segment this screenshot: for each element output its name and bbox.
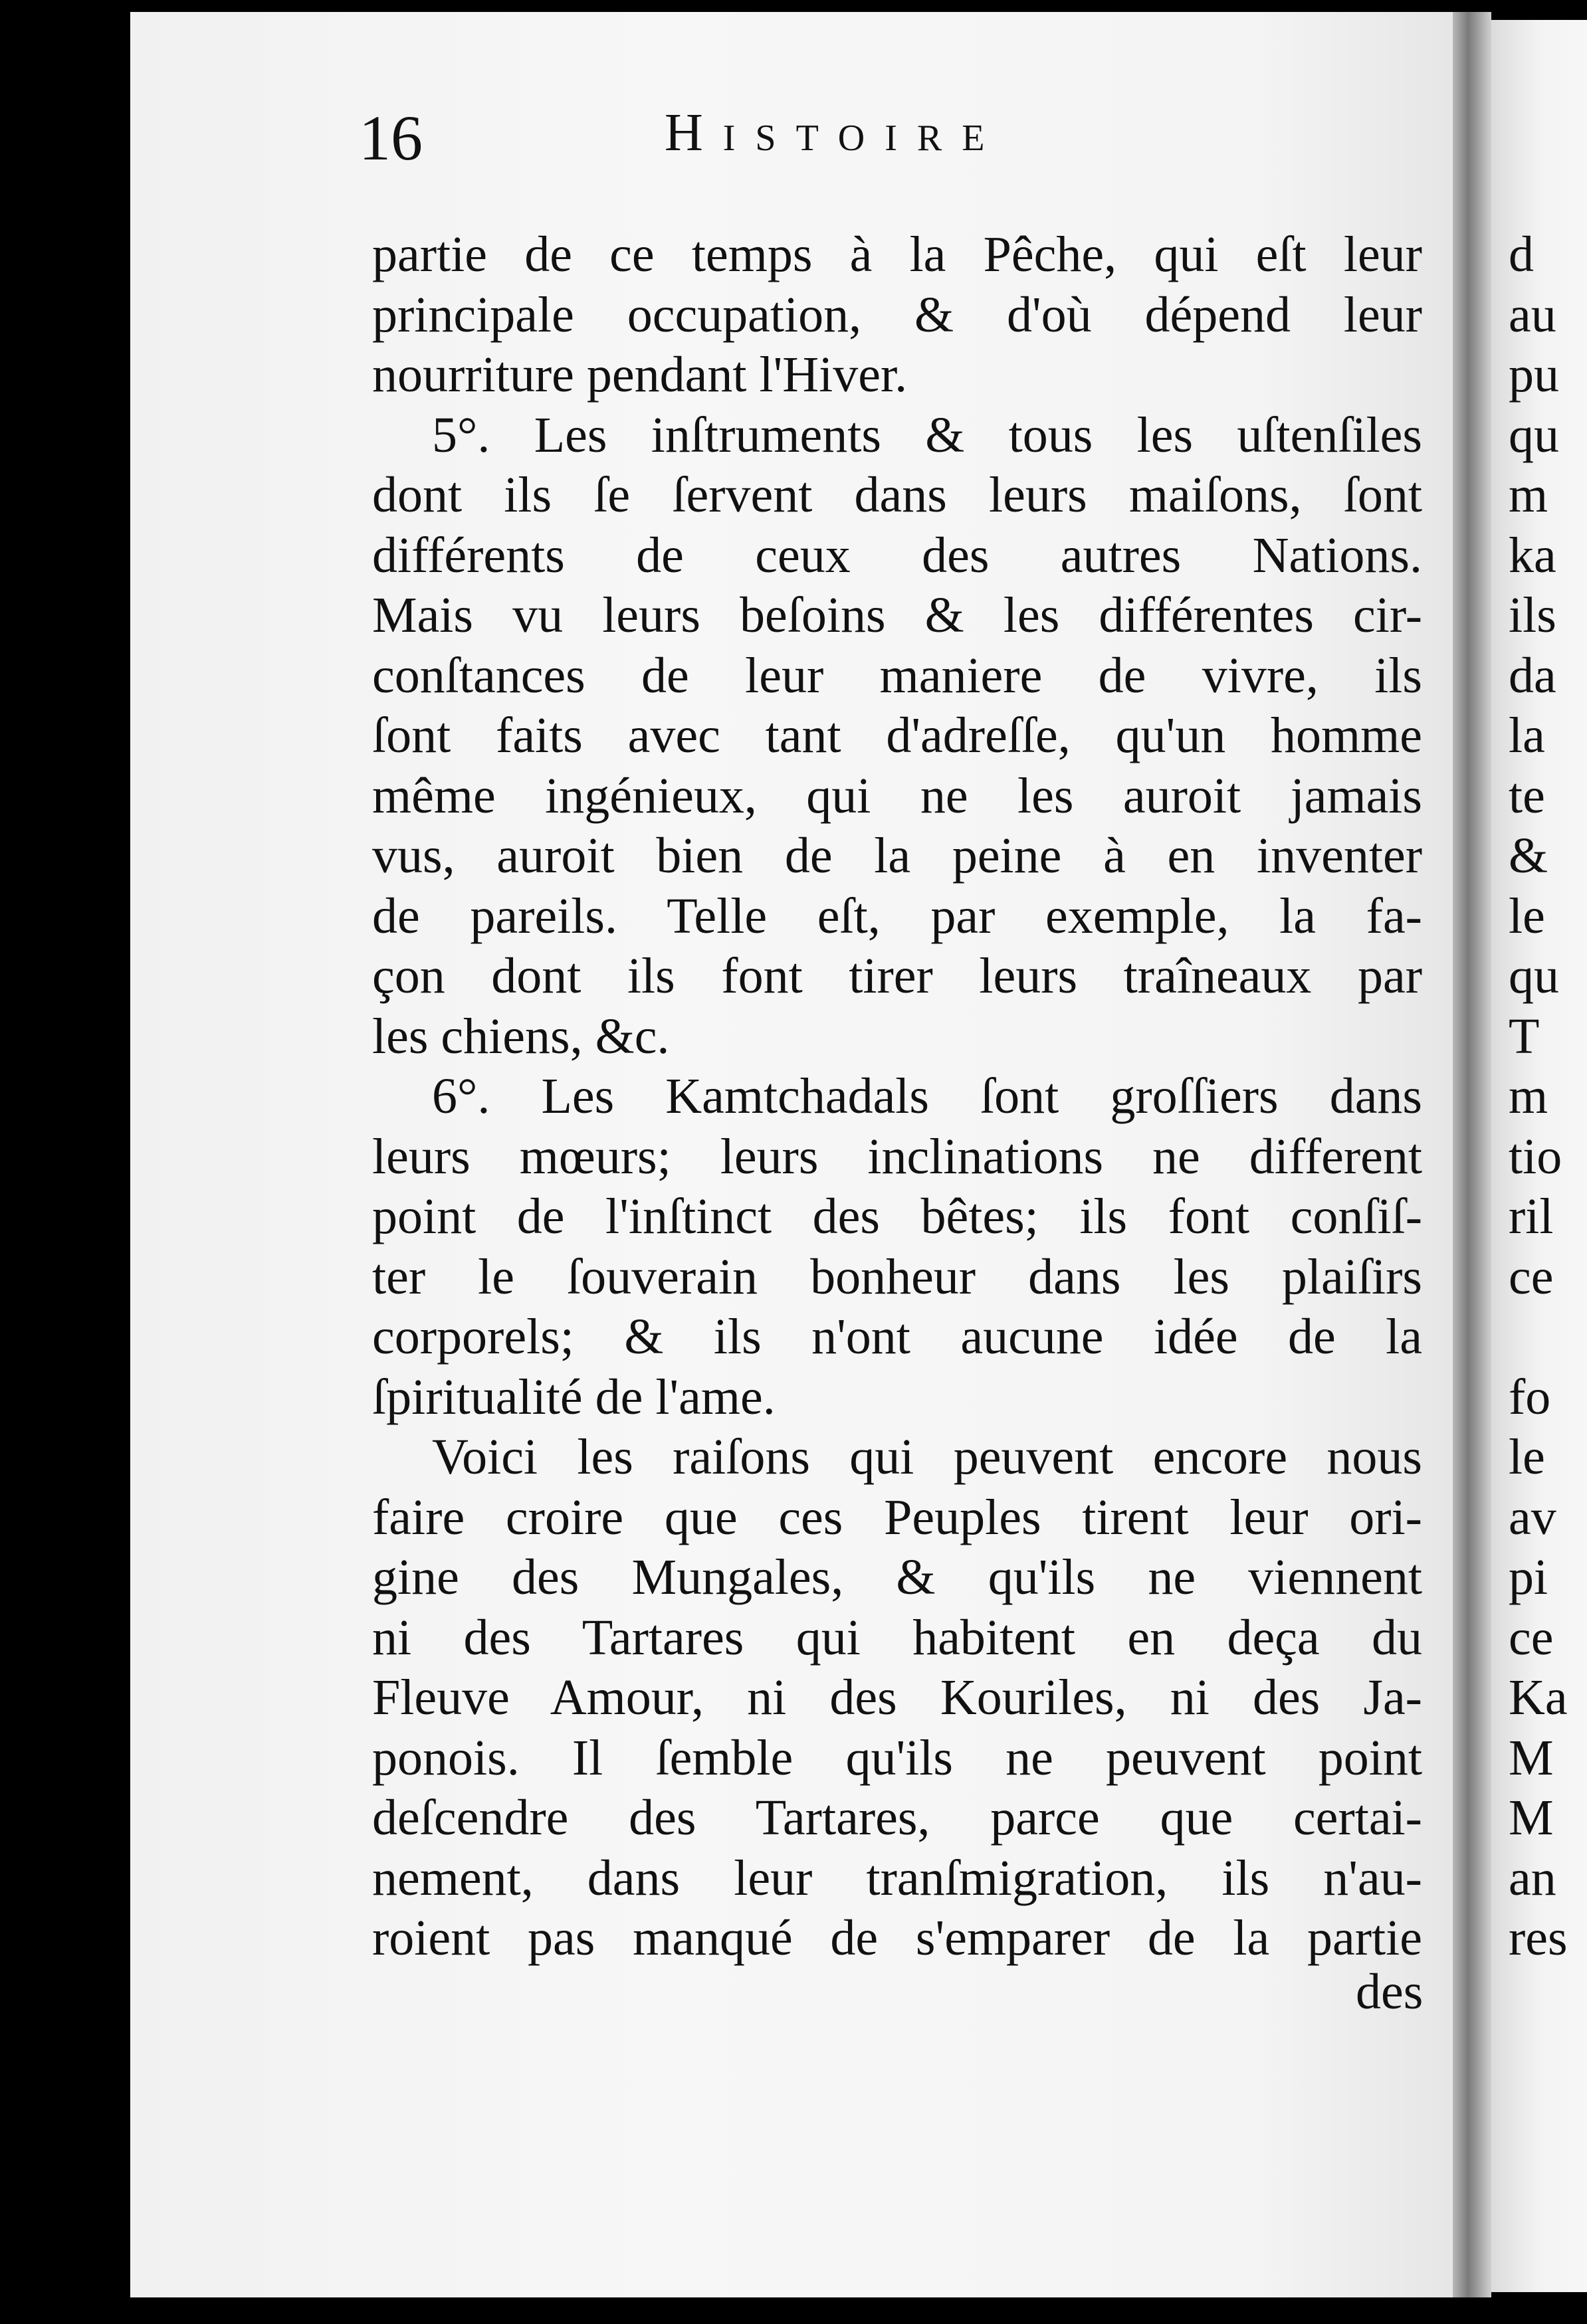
text-line: leurs mœurs; leurs inclinations ne different xyxy=(372,1128,1422,1185)
facing-page-fragment: pu xyxy=(1509,347,1559,403)
facing-page-fragment xyxy=(1509,1307,1587,1367)
text-line: différents de ceux des autres Nations. xyxy=(372,527,1422,583)
facing-page-fragment: ce xyxy=(1509,1248,1554,1305)
facing-page-fragment: Ka xyxy=(1509,1670,1568,1725)
facing-page-fragment: M xyxy=(1509,1790,1554,1846)
facing-page-fragment: T xyxy=(1509,1008,1540,1064)
text-line: point de l'inſtinct des bêtes; ils font conſiſ- xyxy=(372,1189,1422,1244)
text-line: ſont faits avec tant d'adreſſe, qu'un homme xyxy=(372,708,1422,763)
text-line: nement, dans leur tranſmigration, ils n'au- xyxy=(372,1850,1422,1906)
text-line: corporels; & ils n'ont aucune idée de la xyxy=(372,1309,1422,1365)
text-line: conſtances de leur maniere de vivre, ils xyxy=(372,647,1422,704)
page-number: 16 xyxy=(359,102,423,173)
facing-page-fragment: da xyxy=(1509,647,1556,704)
facing-page-fragment: an xyxy=(1509,1850,1556,1906)
text-line: 5°. Les inſtruments & tous les uſtenſiles xyxy=(432,407,1422,463)
facing-page-fragment: ils xyxy=(1509,587,1556,643)
text-line: ter le ſouverain bonheur dans les plaiſirs xyxy=(372,1248,1422,1305)
facing-page-fragment: m xyxy=(1509,467,1548,523)
facing-page-fragment: qu xyxy=(1509,948,1559,1004)
text-line: ſpiritualité de l'ame. xyxy=(372,1369,776,1425)
facing-page-fragment: qu xyxy=(1509,407,1559,463)
catchword: des xyxy=(1356,1964,1424,2020)
facing-page-fragment: le xyxy=(1509,1429,1545,1485)
facing-page-fragment: te xyxy=(1509,767,1545,824)
text-line: 6°. Les Kamtchadals ſont groſſiers dans xyxy=(432,1068,1422,1124)
facing-page-fragment: ce xyxy=(1509,1609,1554,1666)
facing-page-fragment: ka xyxy=(1509,527,1556,583)
text-line: faire croire que ces Peuples tirent leur ori- xyxy=(372,1489,1422,1545)
text-line: çon dont ils font tirer leurs traîneaux par xyxy=(372,948,1422,1004)
book-gutter xyxy=(1453,12,1491,2297)
text-line: principale occupation, & d'où dépend leur xyxy=(372,286,1422,343)
facing-page-fragment: pi xyxy=(1509,1549,1548,1605)
running-title: Histoire xyxy=(665,104,1005,162)
text-line: Mais vu leurs beſoins & les différentes cir- xyxy=(372,587,1422,643)
text-line: gine des Mungales, & qu'ils ne viennent xyxy=(372,1549,1422,1605)
facing-page-fragment: m xyxy=(1509,1068,1548,1124)
text-line: dont ils ſe ſervent dans leurs maiſons, ſont xyxy=(372,467,1422,523)
facing-page-fragment: au xyxy=(1509,286,1556,343)
text-line: vus, auroit bien de la peine à en inventer xyxy=(372,828,1422,884)
facing-page-fragment: res xyxy=(1509,1910,1568,1966)
facing-page-fragment: ril xyxy=(1509,1189,1554,1244)
facing-page-fragment: av xyxy=(1509,1489,1556,1545)
text-line: Voici les raiſons qui peuvent encore nous xyxy=(432,1429,1422,1485)
text-line: Fleuve Amour, ni des Kouriles, ni des Ja- xyxy=(372,1670,1422,1725)
facing-page-fragment: tio xyxy=(1509,1128,1562,1185)
text-line: ni des Tartares qui habitent en deça du xyxy=(372,1609,1422,1666)
text-line: partie de ce temps à la Pêche, qui eſt leur xyxy=(372,227,1422,282)
facing-page-fragment: fo xyxy=(1509,1369,1551,1425)
body-text xyxy=(372,225,1422,1969)
text-line: deſcendre des Tartares, parce que certai- xyxy=(372,1790,1422,1846)
facing-page-text xyxy=(1509,225,1587,1969)
facing-page-fragment: le xyxy=(1509,888,1545,944)
facing-page-fragment: d xyxy=(1509,227,1534,282)
facing-page-fragment: & xyxy=(1509,828,1548,884)
text-line: de pareils. Telle eſt, par exemple, la fa- xyxy=(372,888,1422,944)
text-line: les chiens, &c. xyxy=(372,1008,670,1064)
text-line: roient pas manqué de s'emparer de la partie xyxy=(372,1910,1422,1966)
text-line: même ingénieux, qui ne les auroit jamais xyxy=(372,767,1422,824)
text-line: ponois. Il ſemble qu'ils ne peuvent point xyxy=(372,1729,1422,1786)
facing-page-fragment: la xyxy=(1509,708,1545,763)
facing-page-fragment: M xyxy=(1509,1729,1554,1786)
text-line: nourriture pendant l'Hiver. xyxy=(372,347,908,403)
